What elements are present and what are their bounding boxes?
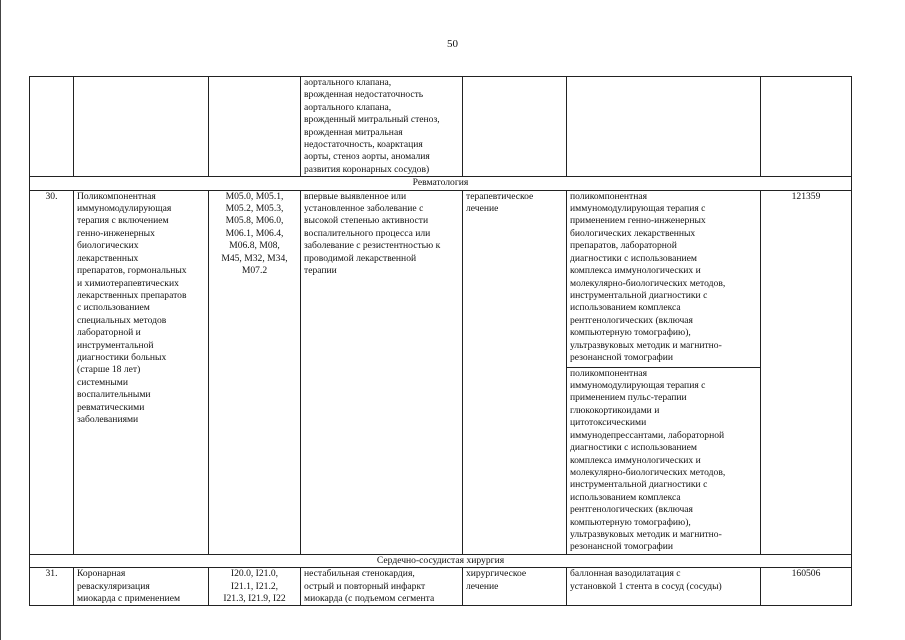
treatment-method: баллонная вазодилатация с установкой 1 стента в сосуд (сосуды) — [567, 568, 761, 606]
section-title: Сердечно-сосудистая хирургия — [30, 554, 852, 567]
disease-description: впервые выявленное или установленное заболевание с высокой степенью активности воспалительного процесса или заболевание с резистентностью к проводимой лекарственной терапии — [301, 190, 463, 554]
icd-codes: I20.0, I21.0, I21.1, I21.2, I21.3, I21.9, I22 — [209, 568, 301, 606]
icd-codes: M05.0, M05.1, M05.2, M05.3, M05.8, M06.0, M06.1, M06.4, M06.8, M08, M45, M32, M34, M07.2 — [209, 190, 301, 554]
treatment-method-2: поликомпонентная иммуномодулирующая терапия с применением пульс-терапии глюкокортикоидами и цитотоксическими иммунодепрессантами, лабораторной диагностики с использованием комплекса иммунологических и молекулярно-биологических методов, инструментальной диагностики с использованием комплекса рентгенологических (включая компьютерную томографию), ультразвуковых методик и магнитно- резонансной томографии — [567, 367, 761, 554]
table-row-31 — [30, 568, 852, 606]
service-name: Коронарная реваскуляризация миокарда с применением — [74, 568, 209, 606]
service-name: Поликомпонентная иммуномодулирующая терапия с включением генно-инженерных биологических лекарственных препаратов, гормональных и химиотерапевтических лекарственных препаратов с использованием специальных методов лабораторной и инструментальной диагностики больных (старше 18 лет) системными воспалительными ревматическими заболеваниями — [74, 190, 209, 554]
cell-method — [567, 77, 761, 177]
cell-num — [30, 77, 74, 177]
price-value: 160506 — [761, 568, 852, 606]
cell-name — [74, 77, 209, 177]
cell-treatment — [463, 77, 567, 177]
section-title: Ревматология — [30, 177, 852, 190]
row-number: 30. — [30, 190, 74, 554]
section-row-cardio — [30, 554, 852, 567]
table-row-30 — [30, 190, 852, 367]
cell-price — [761, 77, 852, 177]
table-row-continuation — [30, 77, 852, 177]
page-number: 50 — [447, 38, 458, 50]
treatment-method-1: поликомпонентная иммуномодулирующая терапия с применением генно-инженерных биологических лекарственных препаратов, лабораторной диагностики с использованием комплекса иммунологических и молекулярно-биологических методов, инструментальной диагностики с использованием комплекса рентгенологических (включая компьютерную томографию), ультразвуковых методик и магнитно- резонансной томографии — [567, 190, 761, 367]
cell-codes — [209, 77, 301, 177]
price-value: 121359 — [761, 190, 852, 554]
row-number: 31. — [30, 568, 74, 606]
treatment-type: терапевтическое лечение — [463, 190, 567, 554]
disease-description: нестабильная стенокардия, острый и повторный инфаркт миокарда (с подъемом сегмента — [301, 568, 463, 606]
section-row-rheumatology — [30, 177, 852, 190]
page-left-edge — [0, 0, 1, 640]
services-table — [29, 76, 852, 606]
cell-disease: аортального клапана, врожденная недостаточность аортального клапана, врожденный митральный стеноз, врожденная митральная недостаточность, коарктация аорты, стеноз аорты, аномалия развития коронарных сосудов) — [301, 77, 463, 177]
treatment-type: хирургическое лечение — [463, 568, 567, 606]
